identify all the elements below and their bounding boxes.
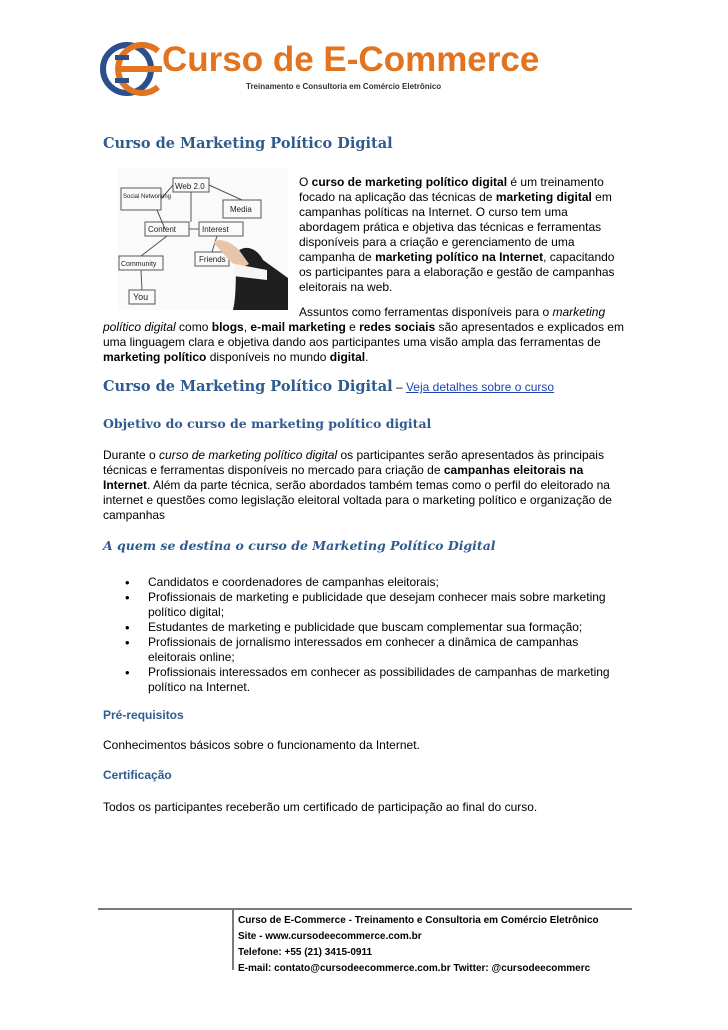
prereq-text: Conhecimentos básicos sobre o funcionamento da Internet. (103, 738, 420, 752)
list-item: • Estudantes de marketing e publicidade que buscam complementar sua formação; (103, 620, 623, 635)
logo-title: Curso de E-Commerce (162, 40, 540, 79)
heading-dash: – (392, 380, 406, 394)
diagram-label-media: Media (230, 205, 252, 214)
diagram-label-social: Social Networking (123, 194, 172, 200)
intro-paragraph-1 (299, 175, 624, 295)
intro-bold-term: e-mail marketing (250, 320, 346, 334)
objective-italic-term: curso de marketing político digital (159, 448, 338, 462)
footer-contact: E-mail: contato@cursodeecommerce.com.br Twitter: @cursodeecommerc (238, 963, 591, 974)
objective-paragraph (103, 448, 625, 523)
list-item: • Profissionais interessados em conhecer as possibilidades de campanhas de marketing político na Internet. (103, 665, 623, 695)
intro-bold-term: marketing político na Internet (375, 250, 544, 264)
intro-bold-term: digital (329, 350, 366, 364)
list-item: • Profissionais de jornalismo interessados em conhecer a dinâmica de campanhas eleitorais online; (103, 635, 623, 665)
intro-text: , capacitando os participantes para a elaboração e gestão de campanhas eleitorais na web. (299, 250, 615, 294)
intro-text: disponíveis no mundo (206, 350, 330, 364)
cert-heading: Certificação (103, 768, 172, 782)
intro-paragraph-2 (103, 305, 625, 365)
list-item: • Candidatos e coordenadores de campanhas eleitorais; (103, 575, 623, 590)
intro-text: são apresentados e explicados em uma linguagem clara e objetiva dando aos participantes uma visão ampla das ferramentas de (103, 320, 624, 349)
list-item: • Profissionais de marketing e publicidade que desejam conhecer mais sobre marketing político digital; (103, 590, 623, 620)
footer-phone: Telefone: +55 (21) 3415-0911 (238, 947, 373, 958)
intro-text: e (345, 320, 360, 334)
intro-text: . (365, 350, 369, 364)
intro-bold-term: marketing digital (495, 190, 592, 204)
footer (238, 913, 599, 977)
footer-site: Site - www.cursodeecommerce.com.br (238, 931, 422, 942)
intro-text: O (299, 175, 312, 189)
intro-text: em campanhas políticas na Internet. O curso tem uma abordagem prática e objetiva das técnicas e ferramentas disponíveis para a criação e gerenciamento de uma campanha de (299, 190, 612, 264)
course-details-link[interactable]: Veja detalhes sobre o curso (405, 380, 555, 394)
footer-divider (98, 908, 632, 910)
audience-heading: A quem se destina o curso de Marketing Político Digital (103, 538, 496, 553)
intro-text: Assuntos como ferramentas disponíveis para o (299, 305, 553, 319)
objective-text: os participantes serão apresentados às principais técnicas e ferramentas disponíveis no mercado para criação de (103, 448, 604, 477)
intro-italic-term: marketing político digital (103, 305, 606, 334)
objective-heading: Objetivo do curso de marketing político digital (103, 416, 432, 431)
intro-text: como (175, 320, 212, 334)
diagram-label-community: Community (121, 261, 157, 268)
intro-bold-term: blogs (211, 320, 244, 334)
intro-bold-term: redes sociais (359, 320, 436, 334)
objective-text: Durante o (103, 448, 160, 462)
cert-text: Todos os participantes receberão um certificado de participação ao final do curso. (103, 800, 538, 814)
logo-subtitle: Treinamento e Consultoria em Comércio Eletrônico (246, 82, 442, 91)
footer-vertical-divider (232, 908, 234, 970)
objective-bold-term: campanhas eleitorais na Internet (103, 463, 584, 492)
intro-text: , (243, 320, 251, 334)
diagram-label-friends: Friends (199, 255, 226, 264)
logo (100, 38, 540, 100)
social-media-diagram-image (117, 168, 288, 310)
diagram-illustration (117, 168, 288, 310)
course-heading: Curso de Marketing Político Digital (103, 378, 393, 395)
footer-company: Curso de E-Commerce - Treinamento e Consultoria em Comércio Eletrônico (238, 915, 599, 926)
page-title: Curso de Marketing Político Digital (103, 135, 393, 152)
intro-bold-term: marketing político (103, 350, 207, 364)
diagram-label-web20: Web 2.0 (175, 182, 205, 191)
intro-bold-term: curso de marketing político digital (311, 175, 508, 189)
intro-text: é um treinamento focado na aplicação das técnicas de (299, 175, 604, 204)
prereq-heading: Pré-requisitos (103, 708, 184, 722)
course-heading-row (103, 378, 554, 395)
objective-text: . Além da parte técnica, serão abordados também temas como o perfil do eleitorado na internet e questões como legislação eleitoral voltada para o marketing político e organização de campanhas (103, 478, 612, 522)
logo-ec-icon (100, 38, 170, 100)
diagram-label-you: You (133, 292, 149, 302)
audience-list (103, 575, 623, 695)
diagram-label-interest: Interest (202, 225, 229, 234)
diagram-label-content: Content (148, 225, 177, 234)
